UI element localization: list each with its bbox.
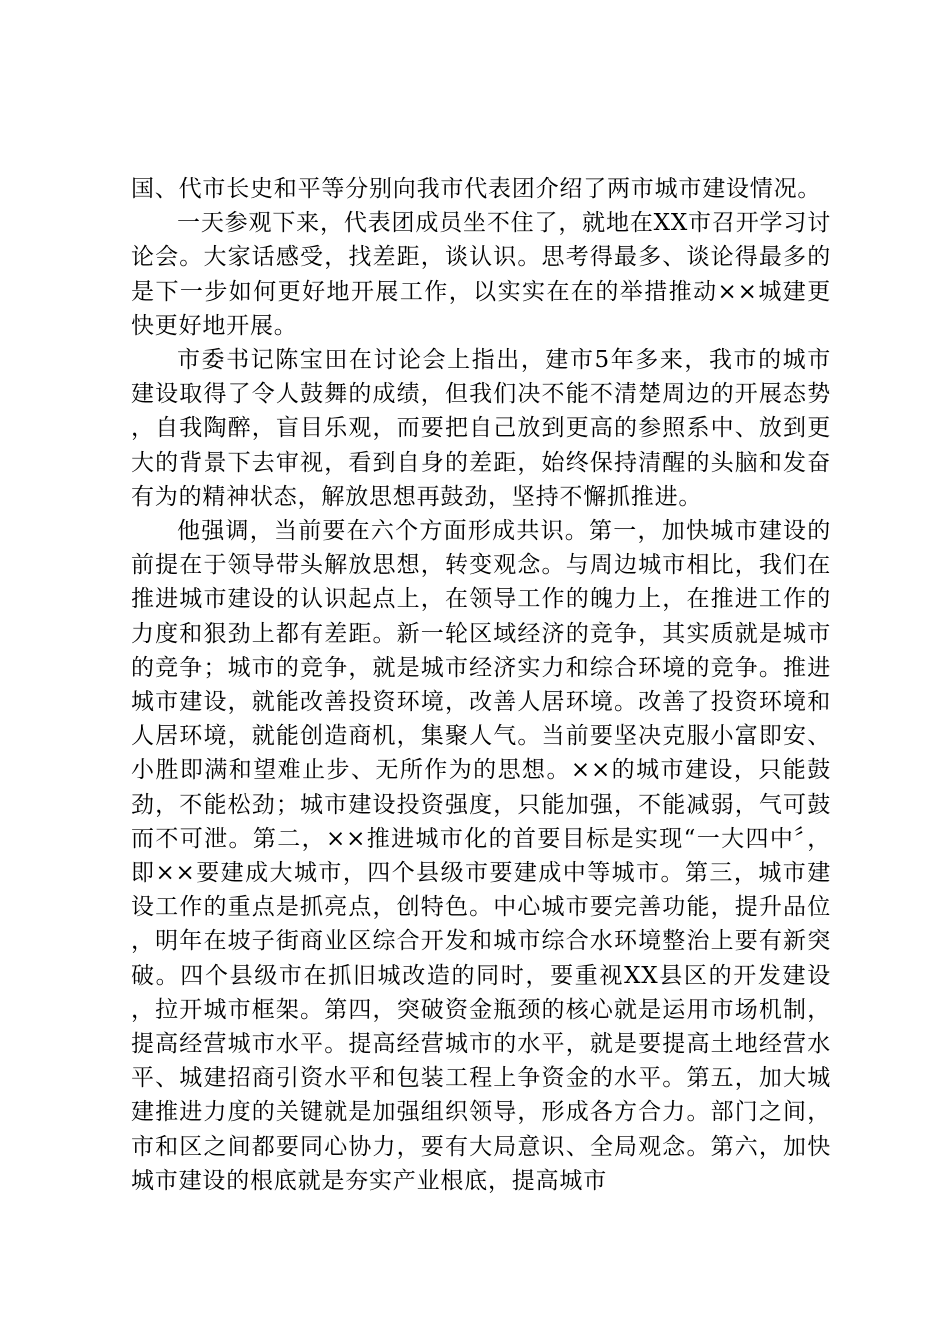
paragraph-secretary-remarks: 市委书记陈宝田在讨论会上指出，建市5年多来，我市的城市建设取得了令人鼓舞的成绩，但我们决不能不清楚周边的开展态势，自我陶醉，盲目乐观，而要把自己放到更高的参照系中、放到更大的背景下去审视，看到自身的差距，始终保持清醒的头脑和发奋有为的精神状态，解放思想再鼓劲，坚持不懈抓推进。 — [131, 347, 831, 510]
paragraph-continuation: 国、代市长史和平等分别向我市代表团介绍了两市城市建设情况。 — [131, 176, 822, 202]
paragraph-six-consensus: 他强调，当前要在六个方面形成共识。第一，加快城市建设的前提在于领导带头解放思想，转变观念。与周边城市相比，我们在推进城市建设的认识起点上，在领导工作的魄力上，在推进工作的力度和狠劲上都有差距。新一轮区域经济的竞争，其实质就是城市的竞争；城市的竞争，就是城市经济实力和综合环境的竞争。推进城市建设，就能改善投资环境，改善人居环境。改善了投资环境和人居环境，就能创造商机，集聚人气。当前要坚决克服小富即安、小胜即满和望难止步、无所作为的思想。××的城市建设，只能鼓劲，不能松劲；城市建设投资强度，只能加强，不能减弱，气可鼓而不可泄。第二，××推进城市化的首要目标是实现“一大四中〞，即××要建成大城市，四个县级市要建成中等城市。第三，城市建设工作的重点是抓亮点，创特色。中心城市要完善功能，提升品位，明年在坡子街商业区综合开发和城市综合水环境整治上要有新突破。四个县级市在抓旧城改造的同时，要重视XX县区的开发建设，拉开城市框架。第四，突破资金瓶颈的核心就是运用市场机制，提高经营城市水平。提高经营城市的水平，就是要提高土地经营水平、城建招商引资水平和包装工程上争资金的水平。第五，加大城建推进力度的关键就是加强组织领导，形成各方合力。部门之间，市和区之间都要同心协力，要有大局意识、全局观念。第六，加快城市建设的根底就是夯实产业根底，提高城市 — [131, 518, 831, 1194]
body-text — [131, 172, 831, 1198]
paragraph-discussion-meeting: 一天参观下来，代表团成员坐不住了，就地在XX市召开学习讨论会。大家话感受，找差距，谈认识。思考得最多、谈论得最多的是下一步如何更好地开展工作，以实实在在的举措推动××城建更快更好地开展。 — [131, 210, 831, 339]
